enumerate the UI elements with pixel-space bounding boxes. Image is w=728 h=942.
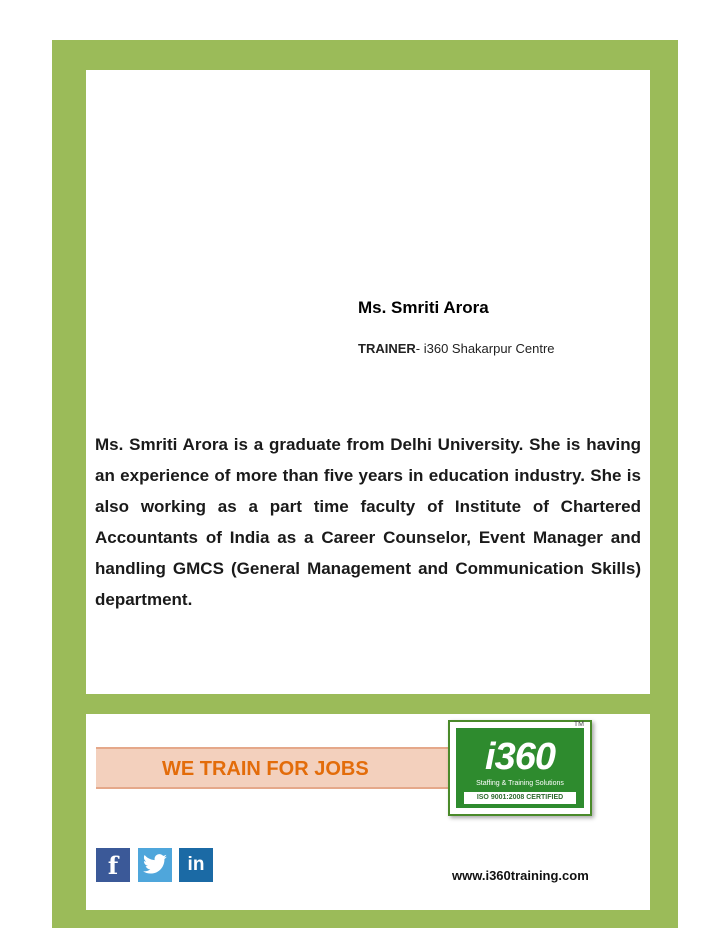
facebook-glyph: f <box>107 850 119 880</box>
linkedin-glyph: in <box>187 854 205 875</box>
facebook-icon[interactable] <box>96 848 130 882</box>
logo-brand: i360 <box>485 736 555 778</box>
trainer-bio: Ms. Smriti Arora is a graduate from Delhi University. She is having an experience of more than five years in education industry. She is also working as a part time faculty of Institute of Chartered Accountants of India as a Career Counselor, Event Manager and handling GMCS (General Management and Communication Skills) department. <box>95 435 641 609</box>
linkedin-icon[interactable] <box>179 848 213 882</box>
i360-logo <box>448 720 592 816</box>
website-link[interactable]: www.i360training.com <box>452 868 589 883</box>
slogan-banner <box>96 747 448 789</box>
slogan-text: WE TRAIN FOR JOBS <box>162 758 369 780</box>
trainer-role <box>358 341 555 356</box>
trainer-role-label: TRAINER <box>358 341 416 356</box>
logo-trademark: TM <box>573 721 584 728</box>
logo-badge <box>456 728 584 808</box>
logo-tagline: Staffing & Training Solutions <box>476 780 564 787</box>
trainer-centre: - i360 Shakarpur Centre <box>415 341 555 356</box>
trainer-name: Ms. Smriti Arora <box>358 298 489 317</box>
logo-certification: ISO 9001:2008 CERTIFIED <box>464 792 576 804</box>
twitter-bird-icon <box>142 854 168 876</box>
twitter-icon[interactable] <box>138 848 172 882</box>
